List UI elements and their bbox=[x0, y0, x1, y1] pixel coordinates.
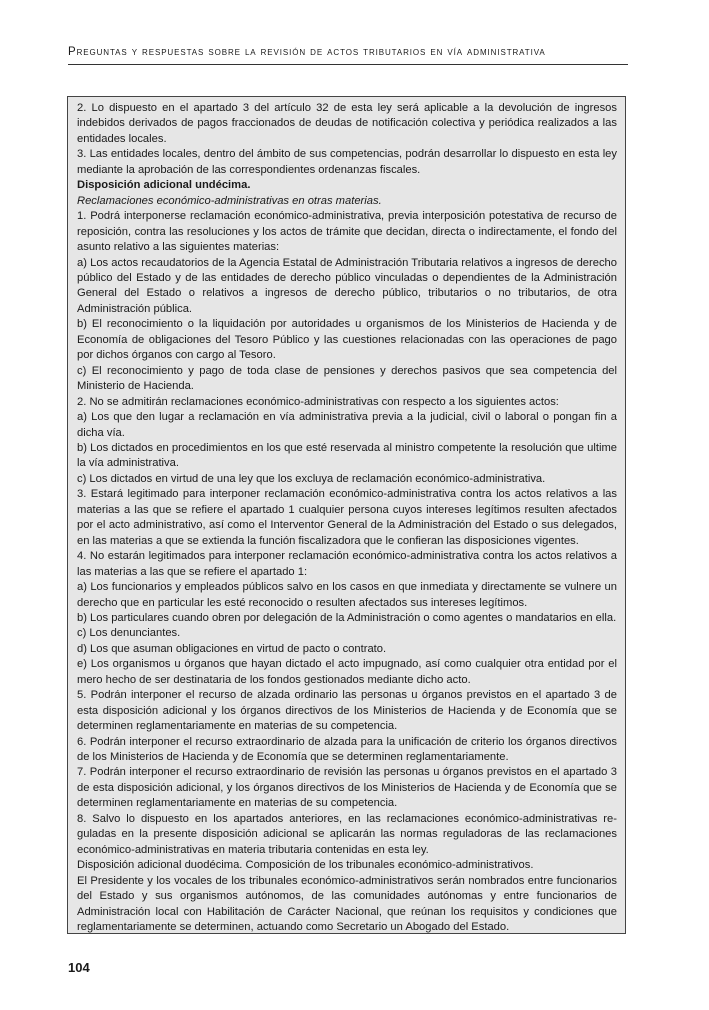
paragraph: 7. Podrán interponer el recurso extraordinario de revisión las personas u órganos previstos en el apartado 3 de esta disposición adicional, y los órganos directivos de los Ministerios de Hacienda y de Economía que se determinen reglamentariamente en materias de su competencia. bbox=[77, 766, 617, 810]
paragraph: 3. Las entidades locales, dentro del ámbito de sus competencias, podrán desarrollar lo dispuesto en esta ley mediante la aprobación de las correspondientes ordenanzas fiscales. bbox=[77, 148, 617, 176]
paragraph: 1. Podrá interponerse reclamación económico-administrativa, previa interposición potestativa de recurso de reposición, contra las resoluciones y los actos de trámite que decidan, directa o indirectamente, el fondo del asunto relativo a las siguientes materias: bbox=[77, 210, 617, 254]
paragraph: 5. Podrán interponer el recurso de alzada ordinario las personas u órganos previstos en el apartado 3 de esta disposición adicional y los órganos directivos de los Ministerios de Hacienda y de Economía que se determinen reglamentariamente en materias de su competencia. bbox=[77, 689, 617, 733]
paragraph: El Presidente y los vocales de los tribunales económico-administrativos serán nombrados entre funcionarios del Estado y sus organismos autónomos, de las comunidades autónomas y entre funcionarios de Administración local con Habilitación de Carácter Nacional, que reúnan los requisitos y condiciones que reglamentariamente se determinen, actuando como Secretario un Abogado del Estado. bbox=[77, 874, 617, 934]
running-header: Preguntas y respuestas sobre la revisión de actos tributarios en vía administrativa bbox=[68, 46, 546, 58]
page-number: 104 bbox=[68, 960, 90, 975]
paragraph: c) El reconocimiento y pago de toda clase de pensiones y derechos pasivos que sea competencia del Ministerio de Hacienda. bbox=[77, 364, 617, 393]
paragraph: 2. Lo dispuesto en el apartado 3 del artículo 32 de esta ley será aplicable a la devolución de ingresos indebidos derivados de pagos fraccionados de deudas de notificación colectiva y periódica realizados a las entidades locales. bbox=[77, 102, 617, 145]
section-heading: Disposición adicional undécima. bbox=[77, 179, 251, 192]
paragraph: 3. Estará legitimado para interponer reclamación económico-administrativa contra los actos relativos a las materias a las que se refiere el apartado 1 cualquier persona cuyos intereses legítimos resulten afectados por el acto administrativo, así como el Interventor General de la Administración del Estado o sus delegados, en las materias a que se extienda la función fiscalizadora que le confieran las disposiciones vigentes. bbox=[77, 488, 617, 547]
paragraph: a) Los funcionarios y empleados públicos salvo en los casos en que inmediata y directamente se vulnere un derecho que en particular les esté reconocido o resulten afectados sus intereses legítimos. bbox=[77, 581, 617, 609]
paragraph: c) Los dictados en virtud de una ley que los excluya de reclamación económico-administrativa. bbox=[77, 472, 546, 485]
paragraph: b) Los dictados en procedimientos en los que esté reservada al ministro competente la resolución que ultime la vía administrativa. bbox=[77, 441, 617, 470]
paragraph: 8. Salvo lo dispuesto en los apartados anteriores, en las reclamaciones económico-administrativas reguladas en la presente disposición adicional se aplicarán las normas reguladoras de las reclamaciones económico-administrativas en materia tributaria contenidas en esta ley. bbox=[77, 812, 617, 856]
paragraph: b) Los particulares cuando obren por delegación de la Administración o como agentes o mandatarios en ella. bbox=[77, 611, 617, 624]
paragraph: 4. No estarán legitimados para interponer reclamación económico-administrativa contra los actos relativos a las materias a las que se refiere el apartado 1: bbox=[77, 550, 617, 578]
header-rule bbox=[68, 64, 628, 65]
legal-text-box bbox=[67, 96, 626, 934]
paragraph: d) Los que asuman obligaciones en virtud de pacto o contrato. bbox=[77, 642, 387, 655]
paragraph: a) Los actos recaudatorios de la Agencia Estatal de Administración Tributaria relativos a ingresos de derecho público del Estado y de las entidades de derecho público vinculadas o dependientes de la Administración General del Estado o relativos a ingresos de derecho público, tributarios o no tributarios, de otra Administración pública. bbox=[77, 256, 617, 315]
paragraph: c) Los denunciantes. bbox=[77, 627, 181, 640]
section-subtitle: Reclamaciones económico-administrativas en otras materias. bbox=[77, 194, 382, 207]
paragraph: 6. Podrán interponer el recurso extraordinario de alzada para la unificación de criterio los órganos directivos de los Ministerios de Hacienda y de Economía que se determinen reglamentariamente. bbox=[77, 735, 617, 764]
paragraph: e) Los organismos u órganos que hayan dictado el acto impugnado, así como cualquier otra entidad por el mero hecho de ser destinataria de los fondos gestionados mediante dicho acto. bbox=[77, 658, 617, 686]
paragraph: Disposición adicional duodécima. Composición de los tribunales económico-administrativos. bbox=[77, 859, 534, 872]
paragraph: 2. No se admitirán reclamaciones económico-administrativas con respecto a los siguientes actos: bbox=[77, 395, 559, 408]
paragraph: a) Los que den lugar a reclamación en vía administrativa previa a la judicial, civil o laboral o pongan fin a dicha vía. bbox=[77, 411, 617, 439]
paragraph: b) El reconocimiento o la liquidación por autoridades u organismos de los Ministerios de Hacienda y de Economía de obligaciones del Tesoro Público y las cuestiones relacionadas con las operaciones de pago por dichos órganos con cargo al Tesoro. bbox=[77, 318, 617, 362]
